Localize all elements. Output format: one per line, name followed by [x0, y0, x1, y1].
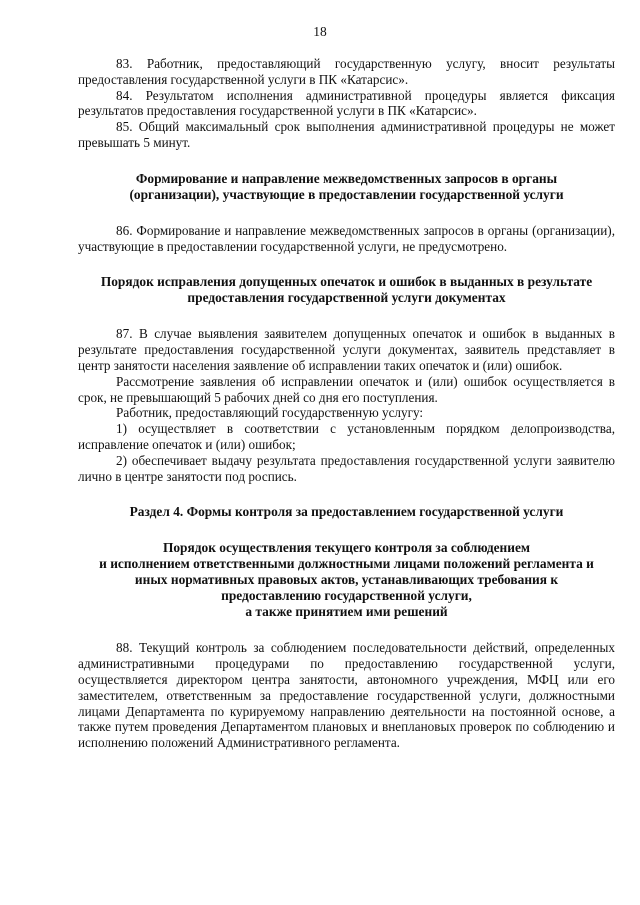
heading-line: Формирование и направление межведомственных запросов в органы [135, 170, 558, 186]
section-4-heading: Раздел 4. Формы контроля за предоставлением государственной услуги [129, 504, 564, 520]
heading-error-correction [78, 274, 615, 306]
heading-line: (организации), участвующие в предоставлении государственной услуги [129, 186, 564, 202]
heading-line: Порядок осуществления текущего контроля за соблюдением [162, 540, 531, 556]
list-item-1: 1) осуществляет в соответствии с установленным порядком делопроизводства, исправление опечаток и (или) ошибок; [78, 421, 615, 452]
paragraph-87-worker: Работник, предоставляющий государственную услугу: [116, 405, 424, 421]
heading-line: и исполнением ответственными должностными лицами положений регламента и [99, 556, 594, 572]
paragraph-84: 84. Результатом исполнения административной процедуры является фиксация результатов предоставления государственной услуги в ПК «Катарсис». [78, 87, 615, 119]
paragraph-87: 87. В случае выявления заявителем допущенных опечаток и ошибок в выданных в результате предоставления государственной услуги документах, заявитель представляет в центр занятости населения заявление об исправлении таких опечаток и (или) ошибок. [78, 326, 615, 373]
list-item-2: 2) обеспечивает выдачу результата предоставления государственной услуги заявителю лично в центре занятости под роспись. [78, 452, 615, 484]
paragraph-85: 85. Общий максимальный срок выполнения административной процедуры не может превышать 5 минут. [78, 119, 615, 150]
heading-line: а также принятием ими решений [245, 604, 448, 620]
document-body [78, 56, 615, 751]
heading-line: иных нормативных правовых актов, устанавливающих требования к [134, 572, 559, 588]
paragraph-88: 88. Текущий контроль за соблюдением последовательности действий, определенных административными процедурами по предоставлению государственной услуги, осуществляется директором центра занятости, автономного учреждения, МФЦ или его заместителем, ответственным за предоставление государственной услуги, должностными лицами Департамента по курируемому направлению деятельности на постоянной основе, а также путем проведения Департаментом плановых и внеплановых проверок по соблюдению и исполнению положений Административного регламента. [78, 640, 615, 751]
page-number: 18 [313, 24, 327, 39]
heading-line: Порядок исправления допущенных опечаток и ошибок в выданных в результате [100, 274, 593, 290]
heading-interagency-requests [78, 171, 615, 203]
heading-current-control [78, 540, 615, 620]
paragraph-87-review: Рассмотрение заявления об исправлении опечаток и (или) ошибок осуществляется в срок, не превышающий 5 рабочих дней со дня его поступления. [78, 373, 615, 405]
heading-line: предоставления государственной услуги документах [187, 290, 506, 306]
paragraph-86: 86. Формирование и направление межведомственных запросов в органы (организации), участвующие в предоставлении государственной услуги, не предусмотрено. [78, 222, 615, 254]
paragraph-83: 83. Работник, предоставляющий государственную услугу, вносит результаты предоставления государственной услуги в ПК «Катарсис». [78, 56, 615, 87]
heading-line: предоставлению государственной услуги, [221, 588, 472, 604]
